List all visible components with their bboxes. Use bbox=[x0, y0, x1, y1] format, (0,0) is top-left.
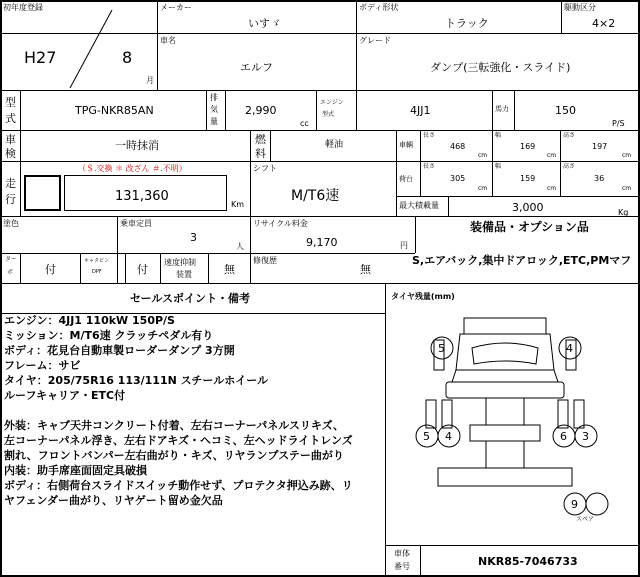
col-line bbox=[514, 90, 515, 130]
first-reg-label: 初年度登録 bbox=[3, 3, 43, 12]
body-len-label: 長さ bbox=[423, 132, 436, 139]
sales-line: ヤフェンダー曲がり、リヤゲート留め金欠品 bbox=[4, 494, 223, 507]
equipment-value: S,エアバック,集中ドアロック,ETC,PMマフ bbox=[412, 254, 632, 267]
displacement-label-3: 量 bbox=[210, 117, 218, 126]
turbo-label-2: ボ bbox=[7, 269, 14, 276]
engine-value: 4JJ1 bbox=[410, 104, 431, 117]
tire-spare: 9 bbox=[571, 498, 578, 511]
col-line bbox=[396, 130, 397, 216]
body-w-label: 幅 bbox=[495, 132, 502, 139]
truck-cross-member bbox=[470, 425, 540, 441]
max-load-value: 3,000 bbox=[512, 201, 544, 214]
cargo-w-label: 幅 bbox=[495, 163, 502, 170]
truck-line bbox=[452, 370, 456, 382]
col-line bbox=[117, 216, 118, 283]
grade-label: グレード bbox=[359, 36, 391, 45]
truck-diagram bbox=[386, 300, 638, 544]
row-line bbox=[0, 90, 640, 91]
col-line bbox=[420, 545, 421, 577]
grade-value: ダンプ(三転強化・スライド) bbox=[430, 61, 571, 74]
col-line bbox=[420, 130, 421, 196]
sales-line: タイヤ：205/75R16 113/111N スチールホイール bbox=[4, 374, 268, 387]
cargo-len-value: 305 bbox=[450, 174, 466, 183]
col-line bbox=[448, 196, 449, 216]
sales-title: セールスポイント・備考 bbox=[130, 292, 251, 305]
truck-roof bbox=[464, 318, 546, 334]
tire-rlo: 5 bbox=[423, 430, 430, 443]
body-w-value: 169 bbox=[520, 142, 536, 151]
capacity-unit: 人 bbox=[236, 242, 244, 251]
recycle-value: 9,170 bbox=[306, 236, 338, 249]
turbo-label-1: ター bbox=[5, 256, 18, 263]
sales-line: ミッション：M/T6速 クラッチペダル有り bbox=[4, 329, 214, 342]
engine-label-2: 型式 bbox=[322, 111, 335, 118]
body-dims-label: 車輌 bbox=[399, 141, 413, 149]
col-line bbox=[270, 130, 271, 161]
power-value: 150 bbox=[555, 104, 576, 117]
displacement-value: 2,990 bbox=[245, 104, 277, 117]
speed-limiter-label-2: 装置 bbox=[176, 270, 192, 279]
displacement-label-2: 気 bbox=[210, 105, 218, 114]
col-line bbox=[160, 253, 161, 283]
col-line bbox=[250, 130, 251, 216]
model-type-value: TPG-NKR85AN bbox=[75, 104, 154, 117]
mileage-label-2: 行 bbox=[5, 193, 16, 206]
tire-spare-label: スペア bbox=[576, 516, 595, 523]
truck-line bbox=[554, 370, 558, 382]
tire-rli: 4 bbox=[445, 430, 452, 443]
fuel-value: 軽油 bbox=[325, 140, 344, 150]
sales-line: エンジン：4JJ1 110kW 150P/S bbox=[4, 314, 175, 327]
col-line bbox=[20, 90, 21, 216]
row-line bbox=[0, 216, 396, 217]
repair-label: 修復歴 bbox=[253, 256, 277, 265]
recycle-label: リサイクル料金 bbox=[253, 219, 308, 228]
col-line bbox=[356, 90, 357, 130]
turbo-value: 付 bbox=[45, 263, 56, 276]
color-label: 塗色 bbox=[3, 219, 19, 228]
cargo-h-label: 高さ bbox=[563, 163, 576, 170]
maker-label: メーカー bbox=[160, 3, 192, 12]
first-reg-month-unit: 月 bbox=[146, 76, 154, 85]
col-line bbox=[316, 90, 317, 130]
row-line bbox=[385, 545, 640, 546]
displacement-unit: cc bbox=[300, 119, 309, 128]
truck-rear-right-inner-wheel bbox=[558, 400, 568, 428]
fuel-label-1: 燃 bbox=[255, 133, 266, 146]
body-h-unit: cm bbox=[622, 152, 632, 159]
sales-line-blank bbox=[4, 403, 384, 418]
recycle-unit: 円 bbox=[400, 241, 408, 250]
body-type-value: トラック bbox=[445, 17, 489, 30]
truck-cab-body bbox=[456, 334, 554, 370]
equipment-title: 装備品・オプション品 bbox=[470, 220, 589, 234]
speed-limiter-label-1: 速度抑制 bbox=[164, 258, 196, 267]
cargo-h-value: 36 bbox=[594, 174, 605, 183]
drive-label: 駆動区分 bbox=[564, 3, 596, 12]
tire-circle-spare-2 bbox=[586, 493, 608, 515]
model-type-label-2: 式 bbox=[5, 112, 16, 125]
body-h-value: 197 bbox=[592, 142, 608, 151]
body-type-label: ボディ形状 bbox=[359, 3, 399, 12]
sales-notes bbox=[4, 313, 384, 508]
maker-value: いすゞ bbox=[248, 17, 281, 30]
tire-fr: 4 bbox=[566, 342, 573, 355]
max-load-label: 最大積載量 bbox=[399, 201, 439, 210]
fuel-label-2: 料 bbox=[255, 147, 266, 160]
tire-rri: 6 bbox=[560, 430, 567, 443]
model-type-label-1: 型 bbox=[5, 96, 16, 109]
shift-value: M/T6速 bbox=[291, 188, 340, 204]
truck-windshield bbox=[472, 343, 538, 364]
cargo-dims-label: 荷台 bbox=[399, 175, 413, 183]
truck-rear-right-outer-wheel bbox=[574, 400, 584, 428]
power-label: 馬力 bbox=[495, 105, 509, 113]
chassis-label-2: 番号 bbox=[394, 562, 410, 571]
capacity-value: 3 bbox=[190, 231, 197, 244]
sales-line: ボディ：花見台自動車製ローダーダンプ 3方開 bbox=[4, 344, 235, 357]
tire-rro: 3 bbox=[582, 430, 589, 443]
capacity-label: 乗車定員 bbox=[120, 219, 152, 228]
sales-line: ルーフキャリア・ETC付 bbox=[4, 389, 126, 402]
row-line bbox=[0, 161, 640, 162]
inspection-label-2: 検 bbox=[5, 147, 16, 160]
cargo-w-value: 159 bbox=[520, 174, 536, 183]
col-line bbox=[561, 0, 562, 33]
col-line bbox=[157, 0, 158, 90]
cargo-h-unit: cm bbox=[622, 185, 632, 192]
catalyst-label-1: キャタピン bbox=[84, 258, 110, 264]
truck-rear-bed bbox=[438, 468, 572, 486]
col-line bbox=[20, 253, 21, 283]
truck-bumper bbox=[446, 382, 564, 398]
chassis-label-1: 車体 bbox=[394, 549, 410, 558]
tire-title: タイヤ残量(mm) bbox=[391, 292, 455, 301]
row-line bbox=[396, 196, 640, 197]
mileage-label-1: 走 bbox=[5, 177, 16, 190]
mileage-value: 131,360 bbox=[115, 189, 169, 204]
max-load-unit: Kg bbox=[618, 208, 629, 217]
col-line bbox=[492, 90, 493, 130]
truck-rear-left-outer-wheel bbox=[426, 400, 436, 428]
body-len-value: 468 bbox=[450, 142, 466, 151]
row-line bbox=[0, 283, 640, 284]
first-reg-slash bbox=[0, 0, 157, 90]
col-line bbox=[492, 130, 493, 196]
speed-limiter-value: 無 bbox=[224, 263, 235, 276]
sales-line: ボディ：右側荷台スライドスイッチ動作せず、プロテクタ押込み跡、リ bbox=[4, 479, 353, 492]
first-reg-month: 8 bbox=[122, 48, 133, 67]
model-name-label: 車名 bbox=[160, 36, 176, 45]
cargo-len-unit: cm bbox=[478, 185, 488, 192]
truck-rear-left-inner-wheel bbox=[442, 400, 452, 428]
catalyst-label-2: DPF bbox=[92, 269, 102, 275]
repair-value: 無 bbox=[360, 263, 371, 276]
shift-label: シフト bbox=[253, 164, 277, 173]
chassis-value: NKR85-7046733 bbox=[478, 555, 578, 568]
col-line bbox=[225, 90, 226, 130]
row-line bbox=[396, 216, 640, 217]
mileage-unit: Km bbox=[231, 200, 245, 209]
engine-label-1: エンジン bbox=[320, 99, 344, 106]
col-line bbox=[415, 216, 416, 253]
row-line bbox=[0, 130, 640, 131]
sales-line: 内装：助手席座面固定具破損 bbox=[4, 464, 147, 477]
col-line bbox=[206, 90, 207, 130]
catalyst-value: 付 bbox=[137, 263, 148, 276]
sales-line: フレーム：サビ bbox=[4, 359, 81, 372]
col-line bbox=[560, 130, 561, 196]
power-unit: P/S bbox=[612, 119, 625, 128]
sales-line: 外装：キャブ天井コンクリート付着、左右コーナーパネルスリキズ、 bbox=[4, 419, 345, 432]
body-h-label: 高さ bbox=[563, 132, 576, 139]
displacement-label-1: 排 bbox=[210, 93, 218, 102]
body-w-unit: cm bbox=[547, 152, 557, 159]
mileage-mark-box bbox=[24, 175, 61, 211]
col-line bbox=[125, 253, 126, 283]
sales-line: 割れ、フロントバンパー左右曲がり・キズ、リヤランプステー曲がり bbox=[4, 449, 344, 462]
body-len-unit: cm bbox=[478, 152, 488, 159]
sales-line: 左コーナーパネル浮き、左右ドアキズ・ヘコミ、左ヘッドライトレンズ bbox=[4, 434, 353, 447]
drive-value: 4×2 bbox=[592, 17, 616, 30]
inspection-label-1: 車 bbox=[5, 133, 16, 146]
equipment-clip bbox=[412, 254, 638, 268]
cargo-w-unit: cm bbox=[547, 185, 557, 192]
model-name-value: エルフ bbox=[240, 61, 273, 74]
col-line bbox=[208, 253, 209, 283]
col-line bbox=[356, 0, 357, 90]
col-line bbox=[80, 253, 81, 283]
inspection-value: 一時抹消 bbox=[115, 139, 159, 152]
col-line bbox=[250, 216, 251, 283]
cargo-len-label: 長さ bbox=[423, 163, 436, 170]
first-reg-era: H27 bbox=[24, 48, 57, 67]
tire-fl: 5 bbox=[438, 342, 445, 355]
mileage-note: （＄.交換 ＊ 改ざん ＃.不明） bbox=[78, 164, 187, 173]
